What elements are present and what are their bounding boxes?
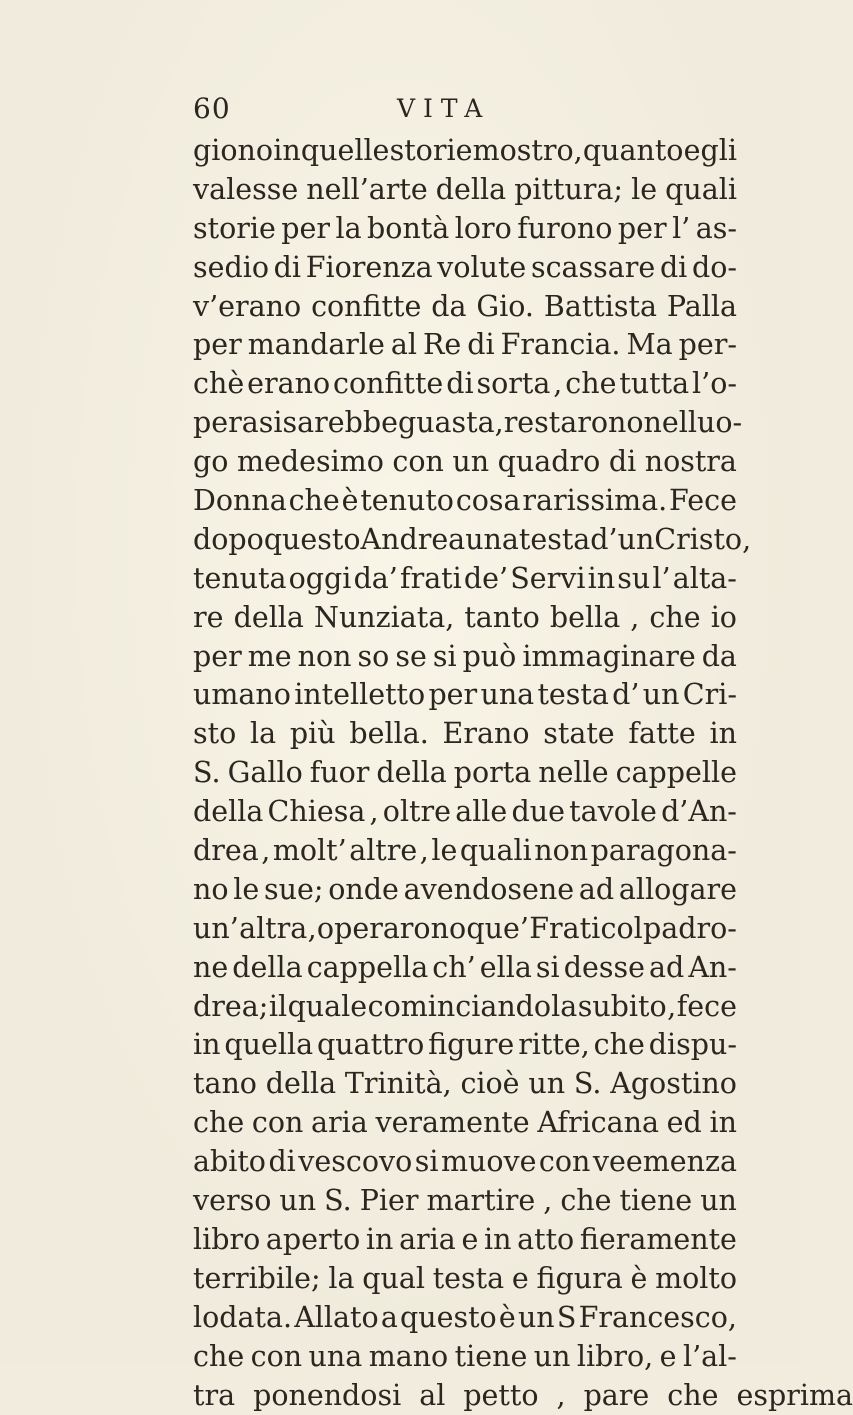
- word: confitte: [311, 288, 421, 327]
- text-line: [193, 482, 737, 521]
- word: l’al-: [683, 1338, 737, 1377]
- word: sto: [193, 715, 236, 754]
- word: può: [463, 638, 517, 677]
- word: Erano: [443, 715, 530, 754]
- text-line: [193, 521, 737, 560]
- word: con: [539, 1143, 590, 1182]
- word: alle: [455, 793, 507, 832]
- word: per-: [679, 326, 737, 365]
- word: al: [391, 326, 417, 365]
- word: la: [335, 210, 361, 249]
- word: sorta: [477, 365, 551, 404]
- word: con: [392, 443, 443, 482]
- word: in: [193, 1026, 220, 1065]
- word: l’: [652, 560, 670, 599]
- word: medesimo: [237, 443, 384, 482]
- word: Cristo,: [654, 521, 751, 560]
- word: alta-: [673, 560, 737, 599]
- word: di: [467, 326, 494, 365]
- word: ,: [630, 599, 639, 638]
- word: frati: [400, 560, 462, 599]
- word: un: [534, 1338, 571, 1377]
- word: de’: [464, 560, 508, 599]
- text-line: [193, 1065, 737, 1104]
- text-line: [193, 715, 737, 754]
- word: che: [649, 599, 700, 638]
- word: porta: [454, 754, 531, 793]
- word: con: [251, 1338, 302, 1377]
- word: che: [560, 1182, 611, 1221]
- word: d’un: [590, 521, 654, 560]
- text-line: [193, 949, 737, 988]
- word: muove: [441, 1143, 537, 1182]
- text-line: [193, 754, 737, 793]
- word: quella: [224, 1026, 313, 1065]
- word: di: [268, 1143, 295, 1182]
- word: quattro: [317, 1026, 424, 1065]
- word: verso: [193, 1182, 271, 1221]
- word: e: [512, 1260, 529, 1299]
- word: che: [289, 482, 340, 521]
- word: umano: [193, 676, 291, 715]
- text-line: [193, 326, 737, 365]
- word: ,: [667, 988, 676, 1027]
- word: An-: [688, 949, 737, 988]
- word: pera: [193, 404, 259, 443]
- word: ,: [261, 832, 270, 871]
- word: d’An-: [661, 793, 737, 832]
- word: re: [193, 599, 224, 638]
- word: fuor: [310, 754, 370, 793]
- word: S: [557, 1299, 577, 1338]
- word: Allato: [294, 1299, 378, 1338]
- word: tanto: [464, 599, 539, 638]
- word: Cri-: [683, 676, 737, 715]
- word: ad: [579, 871, 614, 910]
- word: quelle: [301, 132, 390, 171]
- word: da’: [354, 560, 398, 599]
- word: nostra: [645, 443, 737, 482]
- word: è: [499, 1299, 516, 1338]
- word: go: [193, 443, 228, 482]
- word: sedio: [193, 249, 269, 288]
- word: ella: [480, 949, 532, 988]
- word: Francia.: [501, 326, 621, 365]
- word: di: [609, 443, 636, 482]
- word: quale: [288, 988, 368, 1027]
- running-head: [193, 92, 733, 132]
- word: per: [428, 676, 477, 715]
- word: Battista: [544, 288, 657, 327]
- word: col: [601, 910, 643, 949]
- word: tutta: [619, 365, 689, 404]
- word: della: [266, 1065, 336, 1104]
- word: si: [433, 638, 457, 677]
- text-line: [193, 1182, 737, 1221]
- word: nelle: [538, 754, 608, 793]
- word: d’: [612, 676, 639, 715]
- word: bontà: [367, 210, 449, 249]
- word: ,: [553, 365, 562, 404]
- word: per: [281, 210, 330, 249]
- word: che: [193, 1338, 244, 1377]
- text-line: [193, 404, 737, 443]
- word: tenuto: [360, 482, 454, 521]
- word: non: [298, 638, 352, 677]
- text-line: [193, 1260, 737, 1299]
- word: rarissima.: [522, 482, 667, 521]
- word: allogare: [619, 871, 737, 910]
- word: Ma: [626, 326, 672, 365]
- word: chè: [193, 365, 244, 404]
- word: quadro: [498, 443, 601, 482]
- word: che: [594, 1026, 645, 1065]
- body-text: [193, 132, 737, 1415]
- word: egli: [684, 132, 737, 171]
- word: ,: [420, 832, 429, 871]
- word: S.: [193, 754, 221, 793]
- word: ch’: [432, 949, 475, 988]
- word: un: [452, 443, 489, 482]
- word: pare: [584, 1377, 650, 1415]
- word: e: [461, 1221, 478, 1260]
- word: dopo: [193, 521, 264, 560]
- word: due: [512, 793, 565, 832]
- word: ne: [193, 949, 228, 988]
- word: loro: [455, 210, 512, 249]
- word: qual: [362, 1260, 425, 1299]
- text-line: [193, 249, 737, 288]
- word: Servi: [510, 560, 585, 599]
- word: Pier: [360, 1182, 419, 1221]
- word: ,: [495, 404, 504, 443]
- word: da: [702, 638, 737, 677]
- word: molt’: [273, 832, 347, 871]
- word: su: [617, 560, 650, 599]
- word: in: [709, 1104, 736, 1143]
- word: una: [480, 676, 534, 715]
- word: restarono: [504, 404, 644, 443]
- word: in: [484, 1221, 511, 1260]
- word: S.: [324, 1182, 352, 1221]
- word: in: [588, 560, 615, 599]
- word: della: [376, 754, 446, 793]
- word: un: [279, 1182, 316, 1221]
- word: aria: [311, 1104, 368, 1143]
- text-line: [193, 1377, 737, 1415]
- word: martire: [427, 1182, 536, 1221]
- word: un: [643, 676, 680, 715]
- word: si: [259, 404, 283, 443]
- word: paragona-: [591, 832, 737, 871]
- word: ritte,: [518, 1026, 590, 1065]
- word: aperto: [266, 1221, 360, 1260]
- word: as-: [696, 210, 737, 249]
- word: no: [193, 871, 229, 910]
- word: tenuta: [193, 560, 286, 599]
- word: un: [518, 1299, 555, 1338]
- word: la: [250, 715, 276, 754]
- word: ponendosi: [253, 1377, 401, 1415]
- word: S.: [574, 1065, 602, 1104]
- word: veemenza: [593, 1143, 737, 1182]
- word: si: [415, 1143, 439, 1182]
- word: un’: [193, 910, 239, 949]
- word: tavole: [569, 793, 657, 832]
- word: libro: [193, 1221, 260, 1260]
- word: la: [328, 1260, 354, 1299]
- word: bella.: [349, 715, 428, 754]
- word: le: [431, 832, 457, 871]
- word: questo: [264, 521, 361, 560]
- word: sue;: [264, 871, 323, 910]
- word: vescovo: [298, 1143, 412, 1182]
- word: le: [631, 171, 657, 210]
- text-line: [193, 1104, 737, 1143]
- word: storie: [193, 210, 276, 249]
- word: si: [536, 949, 560, 988]
- word: state: [543, 715, 614, 754]
- word: erano: [247, 365, 330, 404]
- word: con: [252, 1104, 303, 1143]
- word: che: [667, 1377, 718, 1415]
- text-line: [193, 560, 737, 599]
- word: Gio.: [476, 288, 534, 327]
- word: drea: [193, 832, 259, 871]
- word: oggi: [289, 560, 352, 599]
- word: me: [248, 638, 292, 677]
- word: tiene: [455, 1338, 528, 1377]
- text-line: [193, 210, 737, 249]
- word: una: [309, 1338, 363, 1377]
- word: Gallo: [228, 754, 303, 793]
- text-line: [193, 288, 737, 327]
- word: Fece: [669, 482, 737, 521]
- word: che: [193, 1104, 244, 1143]
- word: abito: [193, 1143, 266, 1182]
- word: molto: [655, 1260, 737, 1299]
- text-line: [193, 793, 737, 832]
- word: ad: [649, 949, 684, 988]
- word: mano: [369, 1338, 449, 1377]
- word: Re: [423, 326, 461, 365]
- word: Frati: [529, 910, 600, 949]
- word: Trinità,: [345, 1065, 452, 1104]
- word: guasta: [398, 404, 495, 443]
- word: confitte: [333, 365, 443, 404]
- word: subito: [578, 988, 667, 1027]
- word: padro-: [643, 910, 737, 949]
- word: figure: [428, 1026, 514, 1065]
- word: v’erano: [193, 288, 301, 327]
- text-line: [193, 832, 737, 871]
- word: testa: [519, 521, 590, 560]
- word: cappella: [307, 949, 429, 988]
- word: ed: [667, 1104, 702, 1143]
- running-title: VITA: [397, 94, 490, 123]
- word: quali: [665, 171, 737, 210]
- word: che: [565, 365, 616, 404]
- word: scassare: [531, 249, 655, 288]
- word: ,: [308, 910, 317, 949]
- word: mandarle: [248, 326, 385, 365]
- word: non: [534, 832, 588, 871]
- word: cioè: [460, 1065, 519, 1104]
- word: in: [366, 1221, 393, 1260]
- word: terribile;: [193, 1260, 321, 1299]
- word: sarebbe: [282, 404, 397, 443]
- word: l’: [672, 210, 690, 249]
- word: una: [465, 521, 519, 560]
- word: e: [660, 1338, 677, 1377]
- word: dispu-: [649, 1026, 737, 1065]
- word: cosa: [456, 482, 521, 521]
- word: io: [711, 599, 737, 638]
- word: onde: [328, 871, 399, 910]
- text-line: [193, 365, 737, 404]
- text-line: [193, 676, 737, 715]
- word: volute: [437, 249, 526, 288]
- text-line: [193, 988, 737, 1027]
- word: questo: [400, 1299, 497, 1338]
- word: se: [395, 638, 427, 677]
- word: so: [358, 638, 390, 677]
- word: cominciandola: [368, 988, 578, 1027]
- word: Africana: [537, 1104, 659, 1143]
- word: è: [342, 482, 359, 521]
- word: aria: [399, 1221, 456, 1260]
- text-line: [193, 1026, 737, 1065]
- word: di: [274, 249, 301, 288]
- page-number: 60: [193, 92, 231, 125]
- word: per: [193, 638, 242, 677]
- text-line: [193, 638, 737, 677]
- word: lodata.: [193, 1299, 292, 1338]
- text-line: [193, 171, 737, 210]
- word: altre: [349, 832, 417, 871]
- word: Nunziata,: [314, 599, 454, 638]
- word: avendosene: [404, 871, 574, 910]
- word: fatte: [628, 715, 695, 754]
- text-line: [193, 1221, 737, 1260]
- word: a: [381, 1299, 398, 1338]
- word: testa: [537, 676, 608, 715]
- word: per: [193, 326, 242, 365]
- text-line: [193, 871, 737, 910]
- word: storie: [390, 132, 473, 171]
- word: in: [709, 715, 736, 754]
- text-line: [193, 132, 737, 171]
- word: Francesco,: [579, 1299, 737, 1338]
- word: della: [436, 171, 506, 210]
- word: luo-: [688, 404, 742, 443]
- word: esprima: [736, 1377, 853, 1415]
- word: è: [630, 1260, 647, 1299]
- word: le: [233, 871, 259, 910]
- word: desse: [564, 949, 645, 988]
- word: figura: [536, 1260, 622, 1299]
- text-line: [193, 443, 737, 482]
- word: que’: [466, 910, 529, 949]
- word: al: [419, 1377, 445, 1415]
- word: bella: [550, 599, 620, 638]
- word: Andrea: [361, 521, 466, 560]
- word: della: [232, 949, 302, 988]
- word: un: [700, 1182, 737, 1221]
- word: della: [193, 793, 263, 832]
- word: ,: [543, 1182, 552, 1221]
- word: tano: [193, 1065, 257, 1104]
- word: pittura;: [514, 171, 623, 210]
- word: veramente: [375, 1104, 529, 1143]
- text-line: [193, 599, 737, 638]
- text-line: [193, 1299, 737, 1338]
- word: ,: [557, 1377, 566, 1415]
- word: quali: [460, 832, 532, 871]
- word: cappelle: [616, 754, 737, 793]
- word: Donna: [193, 482, 287, 521]
- word: valesse: [193, 171, 298, 210]
- word: nel: [644, 404, 688, 443]
- word: di: [660, 249, 687, 288]
- word: operarono: [317, 910, 466, 949]
- word: oltre: [383, 793, 451, 832]
- word: di: [446, 365, 473, 404]
- word: fieramente: [580, 1221, 737, 1260]
- word: intelletto: [294, 676, 425, 715]
- word: testa: [433, 1260, 504, 1299]
- word: della: [234, 599, 304, 638]
- word: giono: [193, 132, 273, 171]
- word: da: [431, 288, 466, 327]
- word: un: [528, 1065, 565, 1104]
- word: Agostino: [610, 1065, 737, 1104]
- word: Fiorenza: [306, 249, 433, 288]
- word: petto: [463, 1377, 538, 1415]
- word: do-: [692, 249, 737, 288]
- word: furono: [517, 210, 612, 249]
- word: immaginare: [522, 638, 695, 677]
- text-line: [193, 1143, 737, 1182]
- word: l’o-: [692, 365, 737, 404]
- word: più: [290, 715, 336, 754]
- word: libro,: [577, 1338, 653, 1377]
- text-line: [193, 1338, 737, 1377]
- word: fece: [677, 988, 737, 1027]
- word: altra: [239, 910, 307, 949]
- text-line: [193, 910, 737, 949]
- word: ,: [370, 793, 379, 832]
- word: atto: [517, 1221, 574, 1260]
- word: Palla: [667, 288, 737, 327]
- word: tiene: [620, 1182, 693, 1221]
- word: drea;: [193, 988, 268, 1027]
- word: il: [269, 988, 287, 1027]
- word: in: [273, 132, 300, 171]
- word: tra: [193, 1377, 235, 1415]
- word: Chiesa: [268, 793, 366, 832]
- word: quanto: [583, 132, 684, 171]
- word: nell’arte: [306, 171, 427, 210]
- word: mostro,: [473, 132, 583, 171]
- word: per: [618, 210, 667, 249]
